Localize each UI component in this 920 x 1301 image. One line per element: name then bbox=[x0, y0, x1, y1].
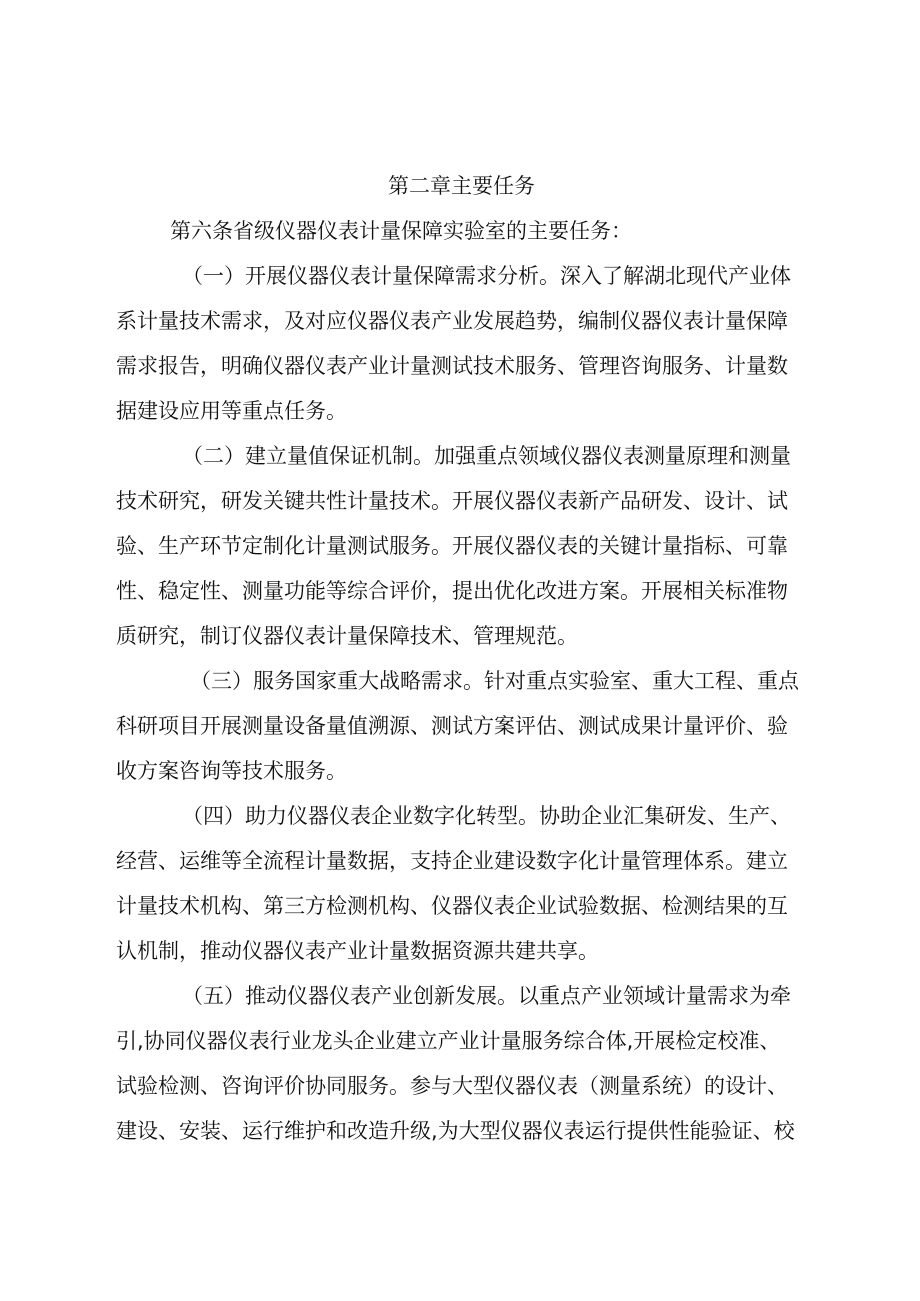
intro-paragraph: 第六条省级仪器仪表计量保障实验室的主要任务： bbox=[170, 219, 632, 243]
chapter-title: 第二章主要任务 bbox=[388, 174, 535, 198]
section-4-line-1: （四）助力仪器仪表企业数字化转型。协助企业汇集研发、生产、 bbox=[182, 804, 791, 828]
section-2-line-4: 性、稳定性、测量功能等综合评价，提出优化改进方案。开展相关标准物 bbox=[116, 579, 788, 603]
section-2-line-5: 质研究，制订仪器仪表计量保障技术、管理规范。 bbox=[116, 624, 578, 648]
section-5-line-3: 试验检测、咨询评价协同服务。参与大型仪器仪表（测量系统）的设计、 bbox=[116, 1074, 788, 1098]
section-3-line-3: 收方案咨询等技术服务。 bbox=[116, 759, 347, 783]
section-1-line-2: 系计量技术需求，及对应仪器仪表产业发展趋势，编制仪器仪表计量保障 bbox=[116, 309, 788, 333]
section-3-line-2: 科研项目开展测量设备量值溯源、测试方案评估、测试成果计量评价、验 bbox=[116, 714, 788, 738]
section-2-line-2: 技术研究，研发关键共性计量技术。开展仪器仪表新产品研发、设计、试 bbox=[116, 489, 788, 513]
section-2-line-3: 验、生产环节定制化计量测试服务。开展仪器仪表的关键计量指标、可靠 bbox=[116, 534, 788, 558]
section-5-line-2: 引,协同仪器仪表行业龙头企业建立产业计量服务综合体,开展检定校准、 bbox=[116, 1029, 781, 1053]
section-4-line-4: 认机制，推动仪器仪表产业计量数据资源共建共享。 bbox=[116, 939, 599, 963]
section-5-line-1: （五）推动仪器仪表产业创新发展。以重点产业领域计量需求为牵 bbox=[182, 984, 791, 1008]
section-1-line-1: （一）开展仪器仪表计量保障需求分析。深入了解湖北现代产业体 bbox=[182, 264, 791, 288]
section-2-line-1: （二）建立量值保证机制。加强重点领域仪器仪表测量原理和测量 bbox=[182, 444, 791, 468]
section-4-line-2: 经营、运维等全流程计量数据，支持企业建设数字化计量管理体系。建立 bbox=[116, 849, 788, 873]
section-1-line-3: 需求报告，明确仪器仪表产业计量测试技术服务、管理咨询服务、计量数 bbox=[116, 354, 788, 378]
section-1-line-4: 据建设应用等重点任务。 bbox=[116, 399, 347, 423]
section-5-line-4: 建设、安装、运行维护和改造升级,为大型仪器仪表运行提供性能验证、校 bbox=[116, 1119, 795, 1143]
section-3-line-1: （三）服务国家重大战略需求。针对重点实验室、重大工程、重点 bbox=[190, 669, 799, 693]
section-4-line-3: 计量技术机构、第三方检测机构、仪器仪表企业试验数据、检测结果的互 bbox=[116, 894, 788, 918]
